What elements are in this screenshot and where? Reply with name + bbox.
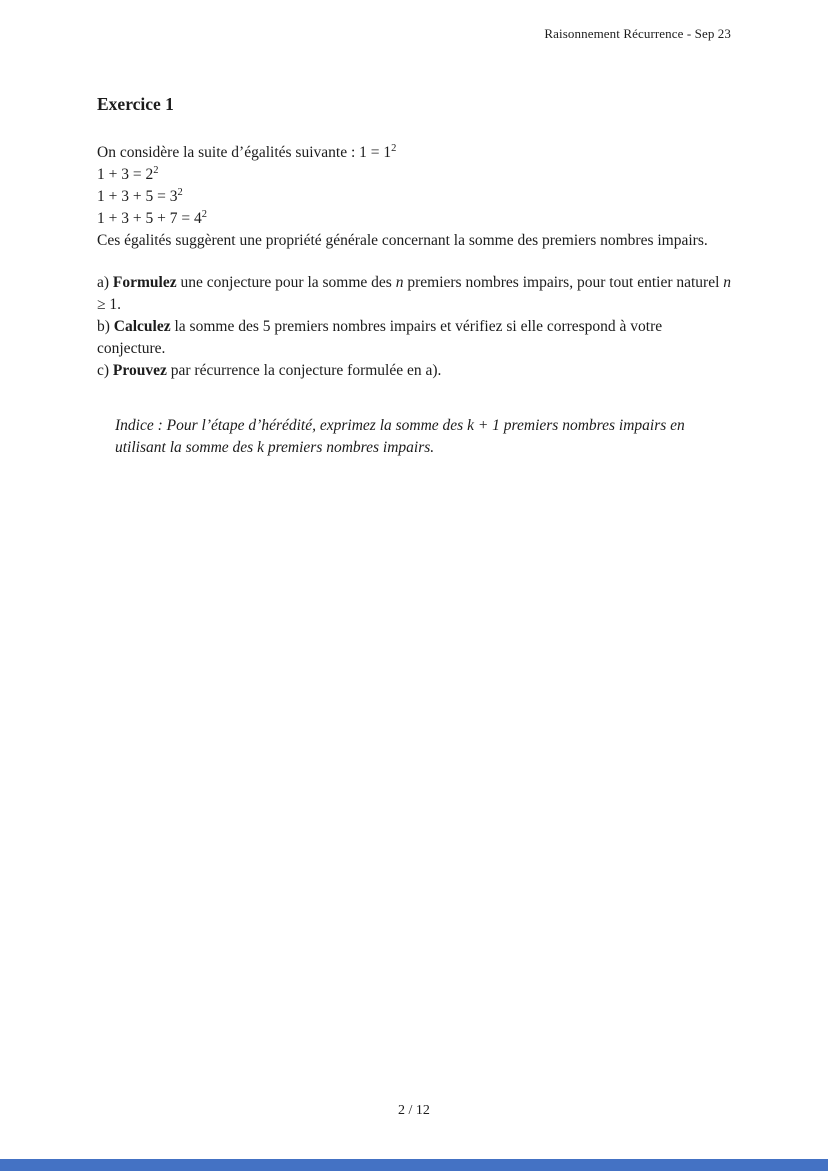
question-a-variable-n-1: n bbox=[395, 274, 404, 291]
header-title: Raisonnement Récurrence - Sep 23 bbox=[544, 26, 731, 41]
question-a-text-1: une conjecture pour la somme des bbox=[176, 274, 396, 291]
intro-line bbox=[97, 142, 733, 164]
page-header bbox=[544, 26, 731, 42]
equation-2-superscript: 2 bbox=[153, 164, 159, 176]
equation-1 bbox=[359, 144, 396, 161]
equation-1-superscript: 2 bbox=[391, 142, 397, 154]
conclusion-text: Ces égalités suggèrent une propriété générale concernant la somme des premiers nombres impairs. bbox=[97, 232, 708, 249]
question-a-text-2: premiers nombres impairs, pour tout entier naturel bbox=[403, 274, 724, 291]
equation-4 bbox=[97, 208, 733, 230]
equation-1-base: 1 = 1 bbox=[359, 144, 392, 161]
equation-3-base: 1 + 3 + 5 = 3 bbox=[97, 188, 178, 205]
equation-4-superscript: 2 bbox=[201, 208, 207, 220]
equation-2 bbox=[97, 164, 733, 186]
question-c-text: par récurrence la conjecture formulée en a). bbox=[166, 362, 442, 379]
exercise-title: Exercice 1 bbox=[97, 94, 174, 114]
question-b bbox=[97, 316, 733, 360]
bottom-accent-bar bbox=[0, 1159, 828, 1171]
question-c-verb: Prouvez bbox=[112, 362, 167, 379]
question-b-label: b) bbox=[97, 318, 114, 335]
question-a-text-3: ≥ 1. bbox=[97, 296, 122, 313]
page-content bbox=[97, 94, 733, 459]
question-a-variable-n-2: n bbox=[723, 274, 732, 291]
page-number: 2 / 12 bbox=[398, 1103, 430, 1118]
equation-4-base: 1 + 3 + 5 + 7 = 4 bbox=[97, 210, 202, 227]
conclusion-line bbox=[97, 230, 733, 252]
question-a-label: a) bbox=[97, 274, 113, 291]
hint-block bbox=[115, 415, 717, 459]
intro-paragraph bbox=[97, 142, 733, 252]
equation-3 bbox=[97, 186, 733, 208]
intro-text: On considère la suite d’égalités suivante : bbox=[97, 144, 360, 161]
question-b-text: la somme des 5 premiers nombres impairs et vérifiez si elle correspond à votre conjecture. bbox=[97, 318, 663, 357]
question-c-label: c) bbox=[97, 362, 113, 379]
question-a-verb: Formulez bbox=[112, 274, 177, 291]
questions-block bbox=[97, 272, 733, 382]
hint-text: Indice : Pour l’étape d’hérédité, exprimez la somme des k + 1 premiers nombres impairs en utilisant la somme des k premiers nombres impairs. bbox=[115, 417, 685, 456]
question-c bbox=[97, 360, 733, 382]
equation-3-superscript: 2 bbox=[177, 186, 183, 198]
question-a bbox=[97, 272, 733, 316]
question-b-verb: Calculez bbox=[113, 318, 171, 335]
equation-2-base: 1 + 3 = 2 bbox=[97, 166, 154, 183]
page-footer bbox=[0, 1103, 828, 1119]
